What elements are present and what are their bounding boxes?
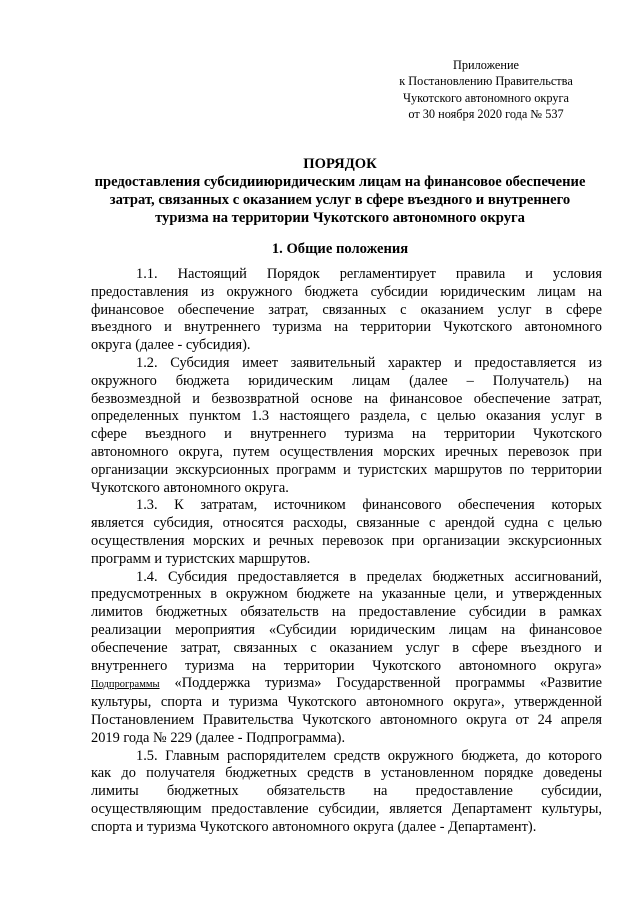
text-line: реализации мероприятия «Субсидии юридическим лицам на финансовое [91, 621, 602, 638]
appendix-line: Приложение [453, 58, 519, 72]
text-line: лимитов бюджетных обязательств на предоставление субсидии в рамках [91, 604, 602, 621]
text-line: как до получателя бюджетных средств в установленном порядке доведены [91, 765, 602, 782]
paragraph-1-3 [91, 497, 602, 568]
text-line: предоставления из окружного бюджета субсидии юридическим лицам на [91, 283, 602, 300]
document-body [91, 266, 602, 837]
text-line: 1.2. Субсидия имеет заявительный характер и предоставляется из [136, 354, 602, 371]
title-heading: ПОРЯДОК [303, 156, 377, 172]
text-line: 1.5. Главным распорядителем средств окружного бюджета, до которого [136, 747, 602, 764]
text-line: 1.4. Субсидия предоставляется в пределах бюджетных ассигнований, [136, 568, 602, 585]
text-line: программ и туристских маршрутов. [91, 550, 311, 567]
text-line: 2019 года № 229 (далее - Подпрограмма). [91, 729, 346, 746]
text-line [91, 675, 602, 694]
text-line: определенных пунктом 1.3 настоящего раздела, с целью оказания услуг в [91, 408, 602, 425]
appendix-block [386, 57, 586, 123]
title-line: туризма на территории Чукотского автономного округа [155, 210, 525, 226]
text-line: лимиты бюджетных обязательств на предоставление субсидии, [91, 783, 602, 800]
appendix-line: Чукотского автономного округа [403, 90, 569, 105]
text-line: осуществления морских и речных перевозок при организации экскурсионных [91, 532, 602, 549]
document-title [60, 155, 620, 227]
appendix-line: от 30 ноября 2020 года № 537 [408, 107, 564, 122]
text-line: автономного округа, путем осуществления морских иречных перевозок при [91, 443, 602, 460]
text-line: Чукотского автономного округа. [91, 479, 289, 496]
appendix-line: к Постановлению Правительства [399, 74, 573, 89]
section-heading: 1. Общие положения [271, 241, 409, 257]
text-line: является субсидия, относятся расходы, связанные с арендой судна с целью [91, 515, 602, 532]
text-line: 1.1. Настоящий Порядок регламентирует правила и условия [136, 266, 602, 282]
text-fragment: «Поддержка туризма» Государственной программы «Развитие [174, 675, 602, 692]
text-line: спорта и туризма Чукотского автономного округа (далее - Департамент). [91, 818, 537, 835]
text-line: сфере въездного и внутреннего туризма на территории Чукотского [91, 426, 602, 443]
text-line: осуществляющим предоставление субсидии, является Департамент культуры, [91, 800, 602, 817]
text-line: обеспечение затрат, связанных с оказанием услуг в сфере въездного и [91, 639, 602, 656]
text-line: безвозмездной и безвозвратной основе на финансовое обеспечение затрат, [91, 390, 602, 407]
title-line: предоставления субсидииюридическим лицам на финансовое обеспечение [94, 174, 586, 190]
text-line: 1.3. К затратам, источником финансового обеспечения которых [136, 497, 602, 514]
paragraph-1-5 [91, 748, 602, 837]
title-line: затрат, связанных с оказанием услуг в сфере въездного и внутреннего [109, 192, 571, 208]
text-line: предусмотренных в окружном бюджете на указанные цели, и утвержденных [91, 586, 602, 603]
text-line: культуры, спорта и туризма Чукотского автономного округа», утвержденной [91, 694, 602, 711]
text-line: въездного и внутреннего туризма на территории Чукотского автономного [91, 319, 602, 336]
text-line: финансовое обеспечение затрат, связанных с оказанием услуг в сфере [91, 301, 602, 318]
text-line: округа (далее - субсидия). [91, 337, 251, 354]
paragraph-1-1 [91, 266, 602, 355]
podprogramma-label: Подпрограммы [91, 679, 160, 691]
paragraph-1-4 [91, 569, 602, 748]
text-line: организации экскурсионных программ и туристских маршрутов по территории [91, 461, 602, 478]
text-line: Постановлением Правительства Чукотского автономного округа от 24 апреля [91, 711, 602, 728]
paragraph-1-2 [91, 355, 602, 497]
text-line: окружного бюджета юридическим лицам (далее – Получатель) на [91, 372, 602, 389]
text-line: внутреннего туризма на территории Чукотского автономного округа» [91, 657, 602, 674]
